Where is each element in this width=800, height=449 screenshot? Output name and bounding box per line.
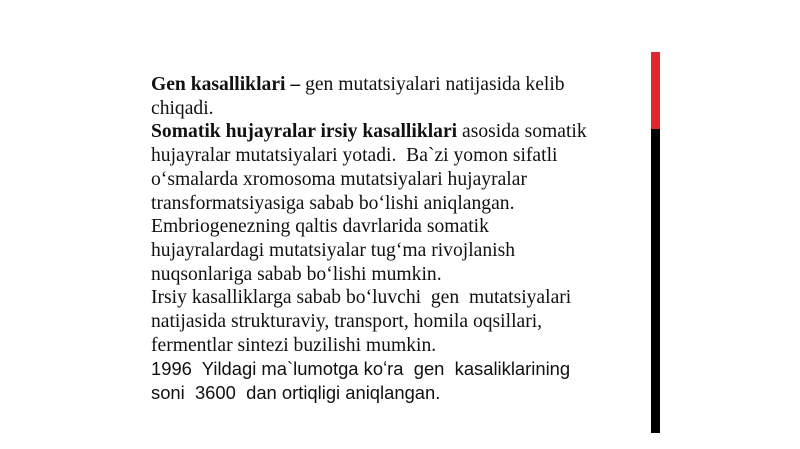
paragraph-gen-kasalliklari [151,73,646,120]
text-line: hujayralar mutatsiyalari yotadi. Ba`zi yomon sifatli [151,145,558,167]
paragraph-embriogenez [151,215,646,286]
text-line: nuqsonlariga sabab boʻlishi mumkin. [151,263,442,285]
term-somatik-hujayralar: Somatik hujayralar irsiy kasalliklari [151,121,458,143]
text-line: Embriogenezning qaltis davrlarida somatik [151,216,489,238]
text-line: Gen kasalliklari – gen mutatsiyalari natijasida kelib [151,74,565,95]
text-line: Irsiy kasalliklarga sabab boʻluvchi gen mutatsiyalari [151,287,572,309]
text-line: 1996 Yildagi ma`lumotga koʻra gen kasaliklarining [151,358,571,380]
text-line: Somatik hujayralar irsiy kasalliklari asosida somatik [151,121,587,143]
text-line: soni 3600 dan ortiqligi aniqlangan. [151,381,441,403]
text-line: oʻsmalarda xromosoma mutatsiyalari hujayralar [151,168,527,190]
accent-bar-black [651,129,660,433]
paragraph-somatik [151,120,646,215]
text-line: fermentlar sintezi buzilishi mumkin. [151,334,437,356]
text-line: hujayralardagi mutatsiyalar tugʻma rivojlanish [151,239,516,261]
accent-bar-red [651,52,660,129]
slide-content [151,73,646,404]
paragraph-statistics [151,357,646,404]
text-line: chiqadi. [151,97,214,119]
term-gen-kasalliklari: Gen kasalliklari – [151,74,306,95]
paragraph-irsiy [151,286,646,357]
text-line: transformatsiyasiga sabab boʻlishi aniqlangan. [151,192,515,214]
text-line: natijasida strukturaviy, transport, homila oqsillari, [151,311,543,333]
